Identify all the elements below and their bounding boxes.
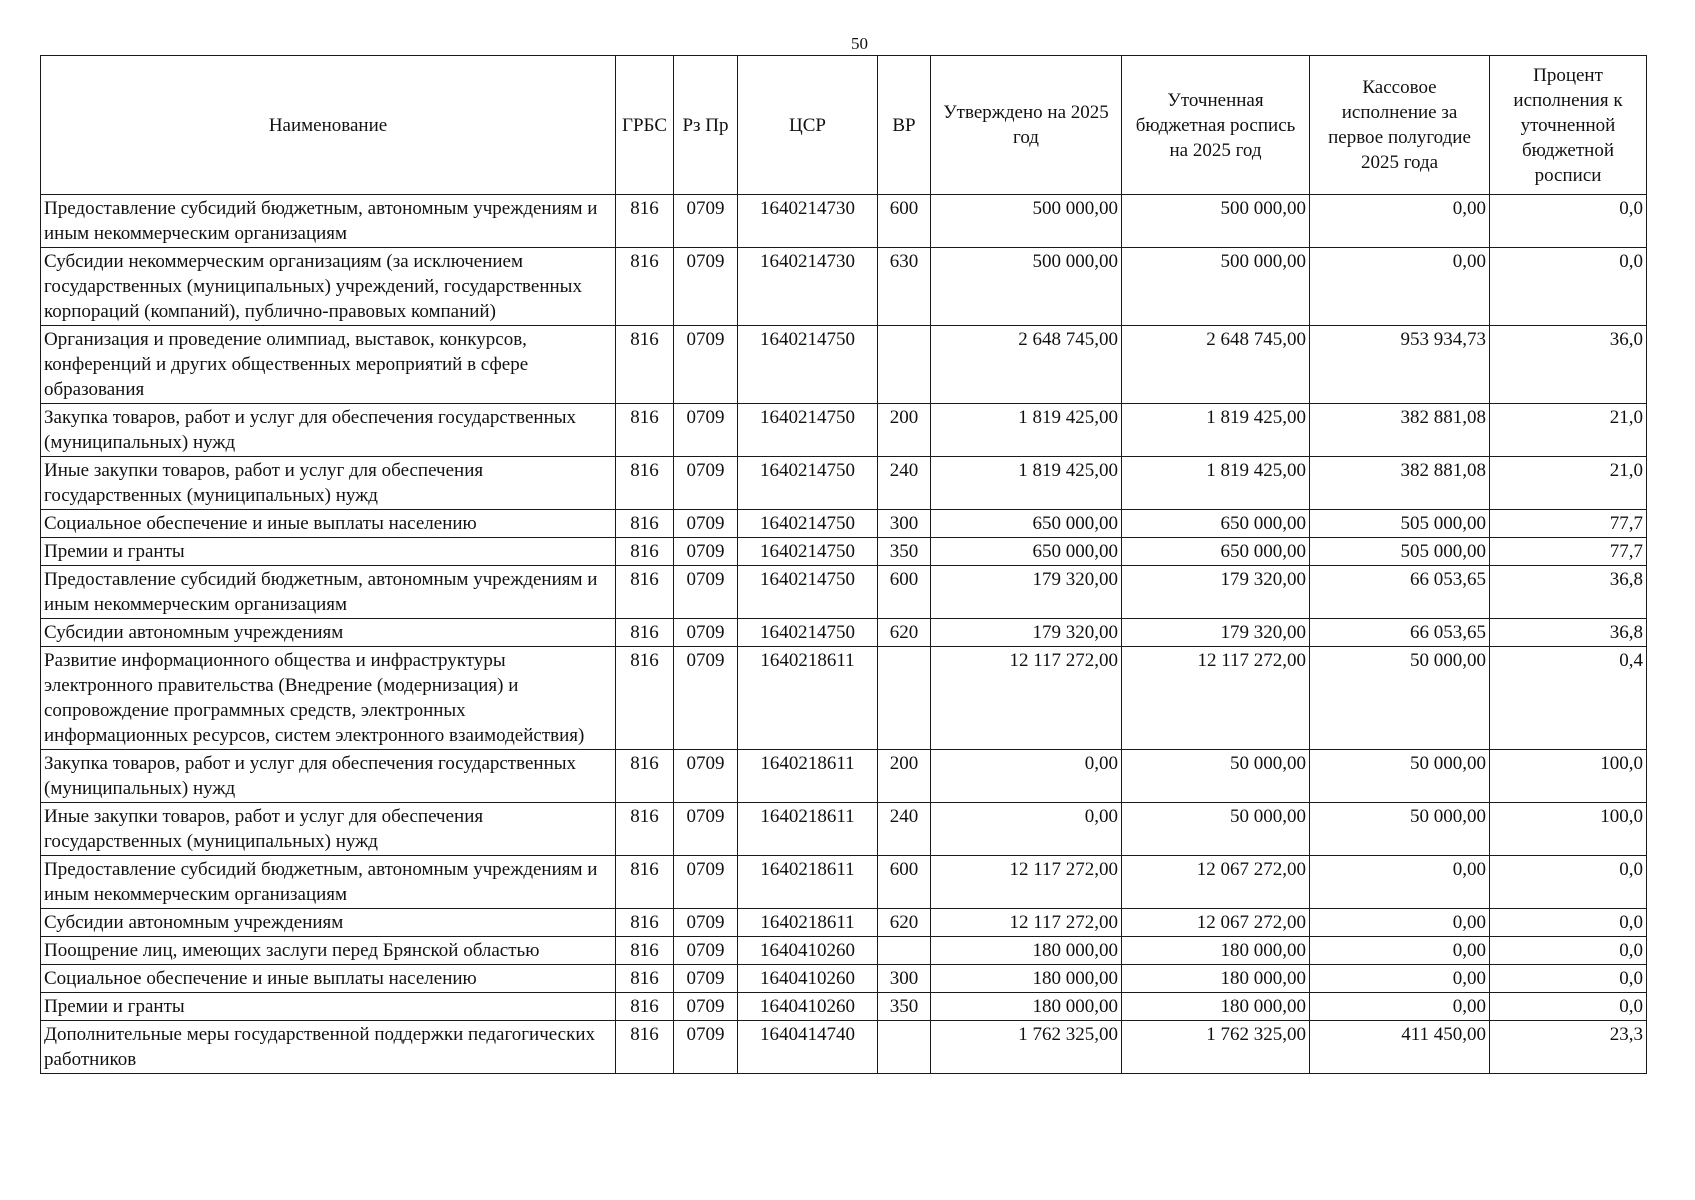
cell-name: Субсидии автономным учреждениям	[41, 619, 616, 647]
cell-rzpr: 0709	[674, 937, 738, 965]
cell-cash: 0,00	[1310, 248, 1490, 326]
cell-name: Предоставление субсидий бюджетным, автономным учреждениям и иным некоммерческим организациям	[41, 566, 616, 619]
cell-cash: 0,00	[1310, 965, 1490, 993]
table-row	[41, 993, 1647, 1021]
cell-percent: 100,0	[1490, 750, 1647, 803]
cell-name: Предоставление субсидий бюджетным, автономным учреждениям и иным некоммерческим организациям	[41, 856, 616, 909]
cell-cash: 66 053,65	[1310, 619, 1490, 647]
header-percent: Процент исполнения к уточненной бюджетной росписи	[1490, 56, 1647, 195]
cell-name: Социальное обеспечение и иные выплаты населению	[41, 510, 616, 538]
cell-rzpr: 0709	[674, 326, 738, 404]
cell-percent: 21,0	[1490, 457, 1647, 510]
cell-revised: 179 320,00	[1122, 566, 1310, 619]
cell-csr: 1640214750	[738, 566, 878, 619]
cell-grbs: 816	[616, 750, 674, 803]
cell-cash: 0,00	[1310, 993, 1490, 1021]
cell-rzpr: 0709	[674, 538, 738, 566]
table-row	[41, 1021, 1647, 1074]
cell-grbs: 816	[616, 965, 674, 993]
cell-name: Премии и гранты	[41, 993, 616, 1021]
cell-name: Организация и проведение олимпиад, выставок, конкурсов, конференций и других общественных мероприятий в сфере образования	[41, 326, 616, 404]
cell-revised: 50 000,00	[1122, 750, 1310, 803]
cell-grbs: 816	[616, 248, 674, 326]
cell-approved: 2 648 745,00	[931, 326, 1122, 404]
cell-percent: 21,0	[1490, 404, 1647, 457]
cell-csr: 1640410260	[738, 937, 878, 965]
cell-approved: 180 000,00	[931, 937, 1122, 965]
cell-revised: 50 000,00	[1122, 803, 1310, 856]
cell-csr: 1640214750	[738, 619, 878, 647]
cell-cash: 505 000,00	[1310, 510, 1490, 538]
cell-csr: 1640214750	[738, 510, 878, 538]
table-row	[41, 965, 1647, 993]
cell-approved: 650 000,00	[931, 538, 1122, 566]
cell-percent: 0,0	[1490, 965, 1647, 993]
cell-rzpr: 0709	[674, 195, 738, 248]
cell-csr: 1640410260	[738, 965, 878, 993]
cell-approved: 500 000,00	[931, 248, 1122, 326]
cell-percent: 23,3	[1490, 1021, 1647, 1074]
cell-csr: 1640218611	[738, 909, 878, 937]
cell-vr	[878, 647, 931, 750]
cell-csr: 1640410260	[738, 993, 878, 1021]
cell-grbs: 816	[616, 856, 674, 909]
cell-vr: 240	[878, 457, 931, 510]
table-row	[41, 457, 1647, 510]
cell-grbs: 816	[616, 993, 674, 1021]
cell-approved: 1 819 425,00	[931, 404, 1122, 457]
cell-vr: 200	[878, 404, 931, 457]
table-row	[41, 566, 1647, 619]
cell-rzpr: 0709	[674, 750, 738, 803]
table-row	[41, 404, 1647, 457]
cell-vr: 300	[878, 510, 931, 538]
table-body	[41, 195, 1647, 1074]
cell-rzpr: 0709	[674, 404, 738, 457]
cell-revised: 12 067 272,00	[1122, 909, 1310, 937]
cell-vr	[878, 937, 931, 965]
cell-rzpr: 0709	[674, 647, 738, 750]
cell-csr: 1640218611	[738, 750, 878, 803]
cell-revised: 500 000,00	[1122, 195, 1310, 248]
cell-cash: 66 053,65	[1310, 566, 1490, 619]
cell-percent: 36,8	[1490, 566, 1647, 619]
cell-grbs: 816	[616, 647, 674, 750]
cell-cash: 0,00	[1310, 195, 1490, 248]
cell-vr: 620	[878, 619, 931, 647]
cell-name: Поощрение лиц, имеющих заслуги перед Брянской областью	[41, 937, 616, 965]
cell-revised: 179 320,00	[1122, 619, 1310, 647]
cell-rzpr: 0709	[674, 803, 738, 856]
cell-percent: 100,0	[1490, 803, 1647, 856]
header-grbs: ГРБС	[616, 56, 674, 195]
cell-rzpr: 0709	[674, 993, 738, 1021]
cell-vr	[878, 326, 931, 404]
header-rzpr: Рз Пр	[674, 56, 738, 195]
cell-vr	[878, 1021, 931, 1074]
cell-percent: 0,0	[1490, 248, 1647, 326]
cell-percent: 77,7	[1490, 538, 1647, 566]
cell-rzpr: 0709	[674, 1021, 738, 1074]
cell-cash: 382 881,08	[1310, 457, 1490, 510]
cell-approved: 0,00	[931, 803, 1122, 856]
cell-grbs: 816	[616, 404, 674, 457]
cell-grbs: 816	[616, 195, 674, 248]
cell-csr: 1640214750	[738, 538, 878, 566]
cell-rzpr: 0709	[674, 965, 738, 993]
cell-name: Дополнительные меры государственной поддержки педагогических работников	[41, 1021, 616, 1074]
cell-rzpr: 0709	[674, 856, 738, 909]
cell-rzpr: 0709	[674, 566, 738, 619]
cell-csr: 1640218611	[738, 856, 878, 909]
cell-rzpr: 0709	[674, 909, 738, 937]
table-row	[41, 909, 1647, 937]
cell-vr: 300	[878, 965, 931, 993]
cell-approved: 500 000,00	[931, 195, 1122, 248]
cell-cash: 953 934,73	[1310, 326, 1490, 404]
cell-cash: 505 000,00	[1310, 538, 1490, 566]
cell-grbs: 816	[616, 538, 674, 566]
table-row	[41, 538, 1647, 566]
cell-name: Закупка товаров, работ и услуг для обеспечения государственных (муниципальных) нужд	[41, 404, 616, 457]
table-row	[41, 856, 1647, 909]
cell-grbs: 816	[616, 510, 674, 538]
cell-approved: 179 320,00	[931, 619, 1122, 647]
header-revised: Уточненная бюджетная роспись на 2025 год	[1122, 56, 1310, 195]
table-row	[41, 647, 1647, 750]
cell-revised: 180 000,00	[1122, 937, 1310, 965]
page-number: 50	[851, 34, 868, 53]
cell-percent: 36,0	[1490, 326, 1647, 404]
cell-rzpr: 0709	[674, 510, 738, 538]
cell-percent: 77,7	[1490, 510, 1647, 538]
cell-revised: 1 819 425,00	[1122, 404, 1310, 457]
cell-percent: 0,4	[1490, 647, 1647, 750]
cell-name: Социальное обеспечение и иные выплаты населению	[41, 965, 616, 993]
cell-revised: 12 117 272,00	[1122, 647, 1310, 750]
cell-revised: 12 067 272,00	[1122, 856, 1310, 909]
cell-csr: 1640214750	[738, 326, 878, 404]
cell-vr: 200	[878, 750, 931, 803]
cell-rzpr: 0709	[674, 619, 738, 647]
cell-approved: 180 000,00	[931, 965, 1122, 993]
cell-approved: 0,00	[931, 750, 1122, 803]
cell-vr: 350	[878, 993, 931, 1021]
cell-rzpr: 0709	[674, 457, 738, 510]
cell-revised: 500 000,00	[1122, 248, 1310, 326]
cell-csr: 1640214750	[738, 457, 878, 510]
header-vr: ВР	[878, 56, 931, 195]
cell-approved: 179 320,00	[931, 566, 1122, 619]
cell-percent: 0,0	[1490, 856, 1647, 909]
table-row	[41, 937, 1647, 965]
cell-revised: 180 000,00	[1122, 993, 1310, 1021]
cell-name: Закупка товаров, работ и услуг для обеспечения государственных (муниципальных) нужд	[41, 750, 616, 803]
cell-csr: 1640218611	[738, 647, 878, 750]
cell-cash: 382 881,08	[1310, 404, 1490, 457]
cell-name: Субсидии некоммерческим организациям (за исключением государственных (муниципальных) учреждений, государственных корпораций (компаний), публично-правовых компаний)	[41, 248, 616, 326]
cell-approved: 1 819 425,00	[931, 457, 1122, 510]
cell-cash: 411 450,00	[1310, 1021, 1490, 1074]
cell-cash: 0,00	[1310, 856, 1490, 909]
table-row	[41, 619, 1647, 647]
cell-csr: 1640214730	[738, 195, 878, 248]
table-row	[41, 195, 1647, 248]
cell-cash: 0,00	[1310, 937, 1490, 965]
cell-vr: 350	[878, 538, 931, 566]
cell-percent: 0,0	[1490, 909, 1647, 937]
cell-approved: 180 000,00	[931, 993, 1122, 1021]
cell-grbs: 816	[616, 803, 674, 856]
cell-name: Развитие информационного общества и инфраструктуры электронного правительства (Внедрение (модернизация) и сопровождение программных средств, электронных информационных ресурсов, систем электронного взаимодействия)	[41, 647, 616, 750]
table-row	[41, 803, 1647, 856]
header-csr: ЦСР	[738, 56, 878, 195]
cell-cash: 50 000,00	[1310, 750, 1490, 803]
cell-percent: 0,0	[1490, 937, 1647, 965]
cell-revised: 650 000,00	[1122, 510, 1310, 538]
cell-grbs: 816	[616, 909, 674, 937]
cell-cash: 0,00	[1310, 909, 1490, 937]
cell-grbs: 816	[616, 566, 674, 619]
table-row	[41, 248, 1647, 326]
header-name: Наименование	[41, 56, 616, 195]
header-approved: Утверждено на 2025 год	[931, 56, 1122, 195]
cell-vr: 600	[878, 856, 931, 909]
cell-approved: 12 117 272,00	[931, 909, 1122, 937]
cell-cash: 50 000,00	[1310, 647, 1490, 750]
cell-approved: 12 117 272,00	[931, 856, 1122, 909]
cell-revised: 1 819 425,00	[1122, 457, 1310, 510]
table-row	[41, 326, 1647, 404]
cell-vr: 600	[878, 195, 931, 248]
cell-csr: 1640214750	[738, 404, 878, 457]
cell-revised: 1 762 325,00	[1122, 1021, 1310, 1074]
table-row	[41, 510, 1647, 538]
cell-vr: 630	[878, 248, 931, 326]
cell-csr: 1640214730	[738, 248, 878, 326]
table-row	[41, 750, 1647, 803]
cell-approved: 650 000,00	[931, 510, 1122, 538]
cell-percent: 0,0	[1490, 195, 1647, 248]
cell-grbs: 816	[616, 937, 674, 965]
cell-cash: 50 000,00	[1310, 803, 1490, 856]
cell-name: Иные закупки товаров, работ и услуг для обеспечения государственных (муниципальных) нужд	[41, 803, 616, 856]
cell-name: Иные закупки товаров, работ и услуг для обеспечения государственных (муниципальных) нужд	[41, 457, 616, 510]
cell-approved: 12 117 272,00	[931, 647, 1122, 750]
header-cash: Кассовое исполнение за первое полугодие 2025 года	[1310, 56, 1490, 195]
cell-name: Предоставление субсидий бюджетным, автономным учреждениям и иным некоммерческим организациям	[41, 195, 616, 248]
cell-revised: 2 648 745,00	[1122, 326, 1310, 404]
cell-name: Субсидии автономным учреждениям	[41, 909, 616, 937]
cell-name: Премии и гранты	[41, 538, 616, 566]
budget-execution-table	[40, 55, 1647, 1074]
cell-vr: 600	[878, 566, 931, 619]
cell-grbs: 816	[616, 457, 674, 510]
cell-percent: 36,8	[1490, 619, 1647, 647]
cell-percent: 0,0	[1490, 993, 1647, 1021]
cell-revised: 180 000,00	[1122, 965, 1310, 993]
cell-grbs: 816	[616, 326, 674, 404]
cell-approved: 1 762 325,00	[931, 1021, 1122, 1074]
cell-vr: 240	[878, 803, 931, 856]
cell-csr: 1640414740	[738, 1021, 878, 1074]
cell-grbs: 816	[616, 619, 674, 647]
cell-rzpr: 0709	[674, 248, 738, 326]
cell-csr: 1640218611	[738, 803, 878, 856]
table-header-row	[41, 56, 1647, 195]
cell-vr: 620	[878, 909, 931, 937]
cell-revised: 650 000,00	[1122, 538, 1310, 566]
cell-grbs: 816	[616, 1021, 674, 1074]
